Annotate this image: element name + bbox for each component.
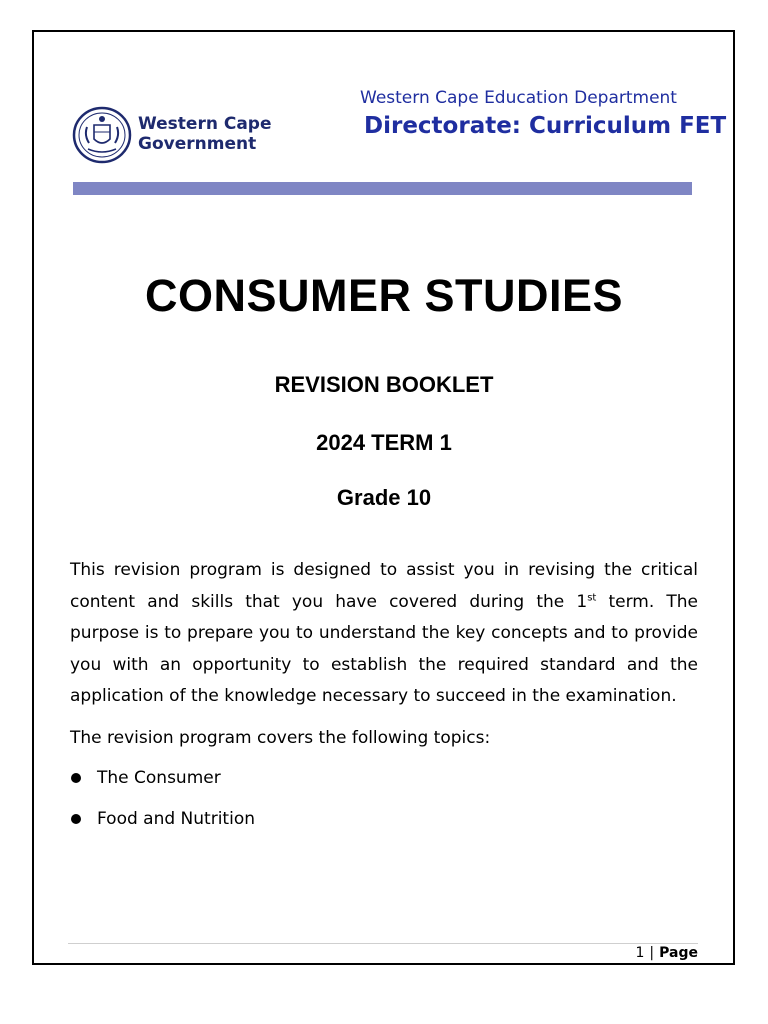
document-subtitle: REVISION BOOKLET [274, 372, 494, 397]
document-title: CONSUMER STUDIES [144, 270, 624, 321]
logo-text [138, 114, 272, 154]
paragraph-superscript: st [587, 591, 597, 603]
document-grade: Grade 10 [336, 485, 432, 510]
paragraph-part2: term. The purpose is to prepare you to understand the key concepts and to provide you with an opportunity to establish the required standard and the application of the knowledge necessary to succeed in the examination. [70, 591, 698, 706]
bullet-icon [71, 814, 81, 824]
topics-list [70, 766, 255, 848]
paragraph-part1: This revision program is designed to assist you in revising the critical content and skills that you have covered during the 1 [70, 560, 698, 612]
topic-label: The Consumer [97, 768, 221, 788]
page-number: 1 [635, 945, 645, 961]
topic-label: Food and Nutrition [97, 809, 255, 829]
footer-divider [68, 943, 698, 944]
bullet-icon [71, 773, 81, 783]
document-term: 2024 TERM 1 [316, 430, 452, 455]
topics-intro: The revision program covers the following topics: [70, 728, 491, 748]
footer-separator: | [649, 945, 655, 961]
page-label: Page [659, 945, 698, 961]
list-item [70, 766, 255, 807]
logo-text-line2: Government [138, 134, 257, 154]
intro-paragraph [70, 555, 698, 713]
coat-of-arms-icon [72, 105, 134, 165]
header-bar [73, 182, 692, 195]
department-name: Western Cape Education Department [360, 88, 677, 108]
directorate-name: Directorate: Curriculum FET [364, 113, 727, 139]
page-footer [636, 945, 699, 961]
list-item [70, 807, 255, 848]
logo-text-line1: Western Cape [138, 114, 272, 134]
